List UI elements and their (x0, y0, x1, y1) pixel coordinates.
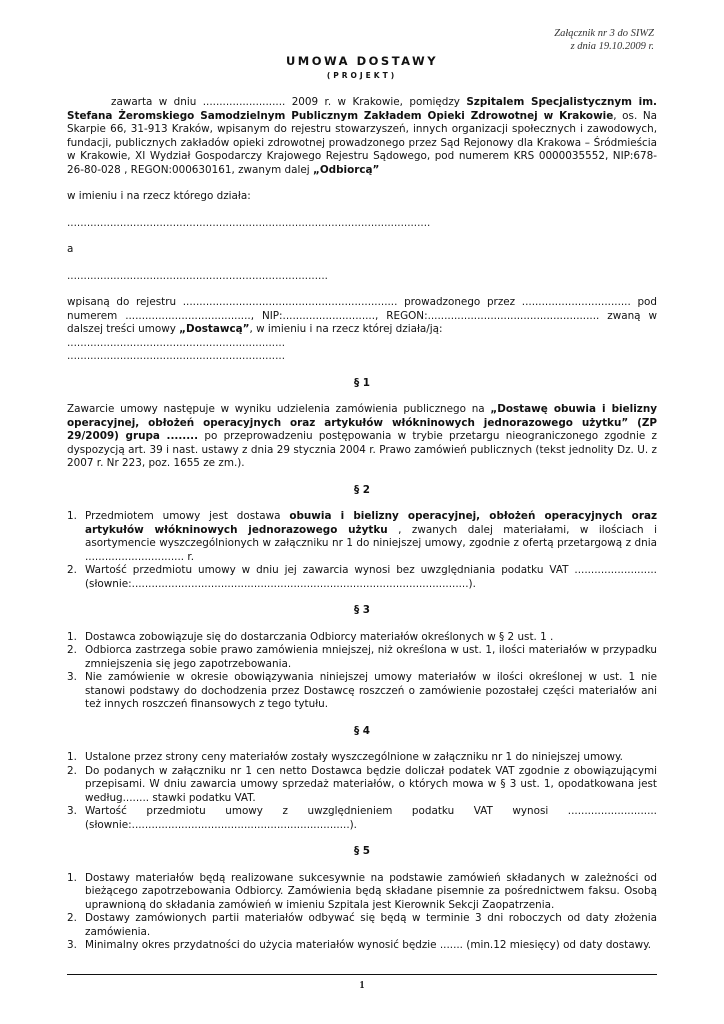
representative-line: .............................................................................................................. (67, 216, 431, 229)
hospital-name: Szpitalem Specjalistycznym im. Stefana Żeromskiego Samodzielnym Publicznym Zakładem Opieki Zdrowotnej w Krakowie (67, 96, 657, 122)
attachment-note (554, 27, 654, 53)
item-number: 2. (67, 912, 77, 924)
item-text: Wartość przedmiotu umowy z uwzględnieniem podatku VAT wynosi ........................... (słownie:..................................................................). (85, 805, 657, 831)
document-title (0, 54, 724, 83)
attachment-line-1: Załącznik nr 3 do SIWZ (554, 28, 654, 39)
supplier-term: „Dostawcą” (179, 323, 250, 335)
on-behalf-text: w imieniu i na rzecz którego działa: (67, 190, 251, 202)
section-3-title: § 3 (353, 604, 371, 616)
section-5-title: § 5 (353, 845, 371, 857)
section-5-list (67, 872, 657, 953)
item-bold-text: obuwia i bielizny operacyjnej, obłożeń operacyjnych oraz artykułów włókninowych jednorazowego użytku (85, 510, 658, 536)
list-item (67, 805, 657, 832)
item-number: 1. (67, 510, 77, 522)
and-text: a (67, 243, 74, 255)
supplier-paragraph (67, 296, 657, 337)
footer-divider (67, 974, 657, 975)
section-1-text (67, 403, 657, 471)
supplier-rep-line-2: .................................................................. (67, 350, 285, 362)
item-text: Dostawy materiałów będą realizowane sukcesywnie na podstawie zamówień składanych w zależności od bieżącego zapotrzebowania Odbiorcy. Zamówienia będą składane pisemnie za pośrednictwem faksu. Osobą uprawnioną do składania zamówień w imieniu Szpitala jest Kierownik Sekcji Zaopatrzenia. (85, 871, 657, 911)
s1-text-b: po przeprowadzeniu postępowania w trybie przetargu nieograniczonego zgodnie z dyspozycją art. 39 i nast. ustawy z dnia 29 stycznia 2004 r. Prawo zamówień publicznych (tekst jednolity Dz. U. z 2007 r. Nr 223, poz. 1655 ze zm.). (67, 430, 657, 469)
item-number: 2. (67, 764, 77, 777)
intro-paragraph (67, 96, 657, 177)
document-body (67, 96, 657, 953)
title-main: UMOWA DOSTAWY (285, 54, 439, 68)
supplier-text: wpisaną do rejestru ................................................................. prowadzonego przez ................................. pod numerem ......................................, NIP:............................, REGON:.................................................... zwaną w dalszej treści umowy (67, 296, 657, 335)
section-2-list (67, 510, 657, 591)
item-text-rest: , zwanych dalej materiałami, w ilościach i asortymencie wyszczególnionych w załączniku nr 1 do niniejszej umowy, zgodnie z ofertą przetargową z dnia .............................. r. (85, 523, 657, 563)
item-text: Do podanych w załączniku nr 1 cen netto Dostawca będzie doliczał podatek VAT zgodnie z obowiązującymi przepisami. W dniu zawarcia umowy sprzedaż materiałów, o których mowa w § 3 ust. 1, opodatkowana jest według........ stawki podatku VAT. (85, 764, 657, 804)
item-text: Dostawca zobowiązuje się do dostarczania Odbiorcy materiałów określonych w § 2 ust. 1 . (85, 630, 554, 643)
intro-text: zawarta w dniu ......................... 2009 r. w Krakowie, pomiędzy (111, 96, 467, 108)
item-number: 1. (67, 630, 77, 643)
intro-text-rest: , os. Na Skarpie 66, 31-913 Kraków, wpisanym do rejestru stowarzyszeń, innych organizacji społecznych i zawodowych, fundacji, publicznych zakładów opieki zdrowotnej prowadzonego przez Sąd Rejonowy dla Krakowa – Śródmieścia w Krakowie, XI Wydział Gospodarczy Krajowego Rejestru Sądowego, pod numerem KRS 0000035552, NIP:678-26-80-028 , REGON:000630161, zwanym dalej (67, 109, 657, 176)
section-3-list (67, 631, 657, 712)
list-item (67, 751, 657, 765)
item-text: Przedmiotem umowy jest dostawa (85, 510, 290, 522)
supplier-line: ............................................................................... (67, 269, 328, 282)
item-number: 3. (67, 671, 77, 683)
item-number: 2. (67, 644, 77, 656)
list-item (67, 939, 657, 953)
supplier-text-rest: , w imieniu i na rzecz której działa/ją: (249, 323, 443, 335)
section-2-title: § 2 (353, 483, 371, 496)
s1-text-a: Zawarcie umowy następuje w wyniku udzielenia zamówienia publicznego na (67, 403, 491, 415)
section-4-title: § 4 (353, 724, 371, 737)
list-item (67, 564, 657, 591)
item-text: Dostawy zamówionych partii materiałów odbywać się będą w terminie 3 dni roboczych od daty złożenia zamówienia. (85, 912, 657, 938)
list-item (67, 631, 657, 645)
attachment-line-2: z dnia 19.10.2009 r. (570, 41, 654, 52)
recipient-term: „Odbiorcą” (313, 163, 380, 176)
list-item (67, 912, 657, 939)
item-text: Minimalny okres przydatności do użycia materiałów wynosić będzie ....... (min.12 miesięcy) od daty dostawy. (85, 939, 652, 951)
list-item (67, 671, 657, 712)
list-item (67, 765, 657, 806)
title-sub: (PROJEKT) (326, 71, 398, 80)
item-number: 3. (67, 805, 77, 817)
item-text: Wartość przedmiotu umowy w dniu jej zawarcia wynosi bez uwzględniania podatku VAT ......................... (słownie:......................................................................................................). (85, 564, 657, 590)
item-number: 2. (67, 564, 77, 576)
item-text: Ustalone przez strony ceny materiałów zostały wyszczególnione w załączniku nr 1 do niniejszej umowy. (85, 751, 623, 763)
supplier-rep-line-1: .................................................................. (67, 336, 285, 349)
list-item (67, 510, 657, 564)
item-number: 3. (67, 939, 77, 951)
item-number: 1. (67, 751, 77, 763)
section-1-title: § 1 (353, 376, 371, 389)
list-item (67, 644, 657, 671)
list-item (67, 872, 657, 913)
s1-tender-name: „Dostawę obuwia i bielizny operacyjnej, obłożeń operacyjnych oraz artykułów włókninowych jednorazowego użytku” (ZP 29/2009) grupa ........ (67, 403, 657, 442)
item-text: Nie zamówienie w okresie obowiązywania niniejszej umowy materiałów w ilości określonej w ust. 1 nie stanowi podstawy do dochodzenia przez Dostawcę roszczeń o zamówienie pozostałej części materiałów ani też innych roszczeń finansowych z tego tytułu. (85, 671, 657, 710)
item-number: 1. (67, 871, 77, 884)
section-4-list (67, 751, 657, 832)
item-text: Odbiorca zastrzega sobie prawo zamówienia mniejszej, niż określona w ust. 1, ilości materiałów w przypadku zmniejszenia się jego zapotrzebowania. (85, 644, 657, 670)
page-number: 1 (359, 980, 365, 991)
